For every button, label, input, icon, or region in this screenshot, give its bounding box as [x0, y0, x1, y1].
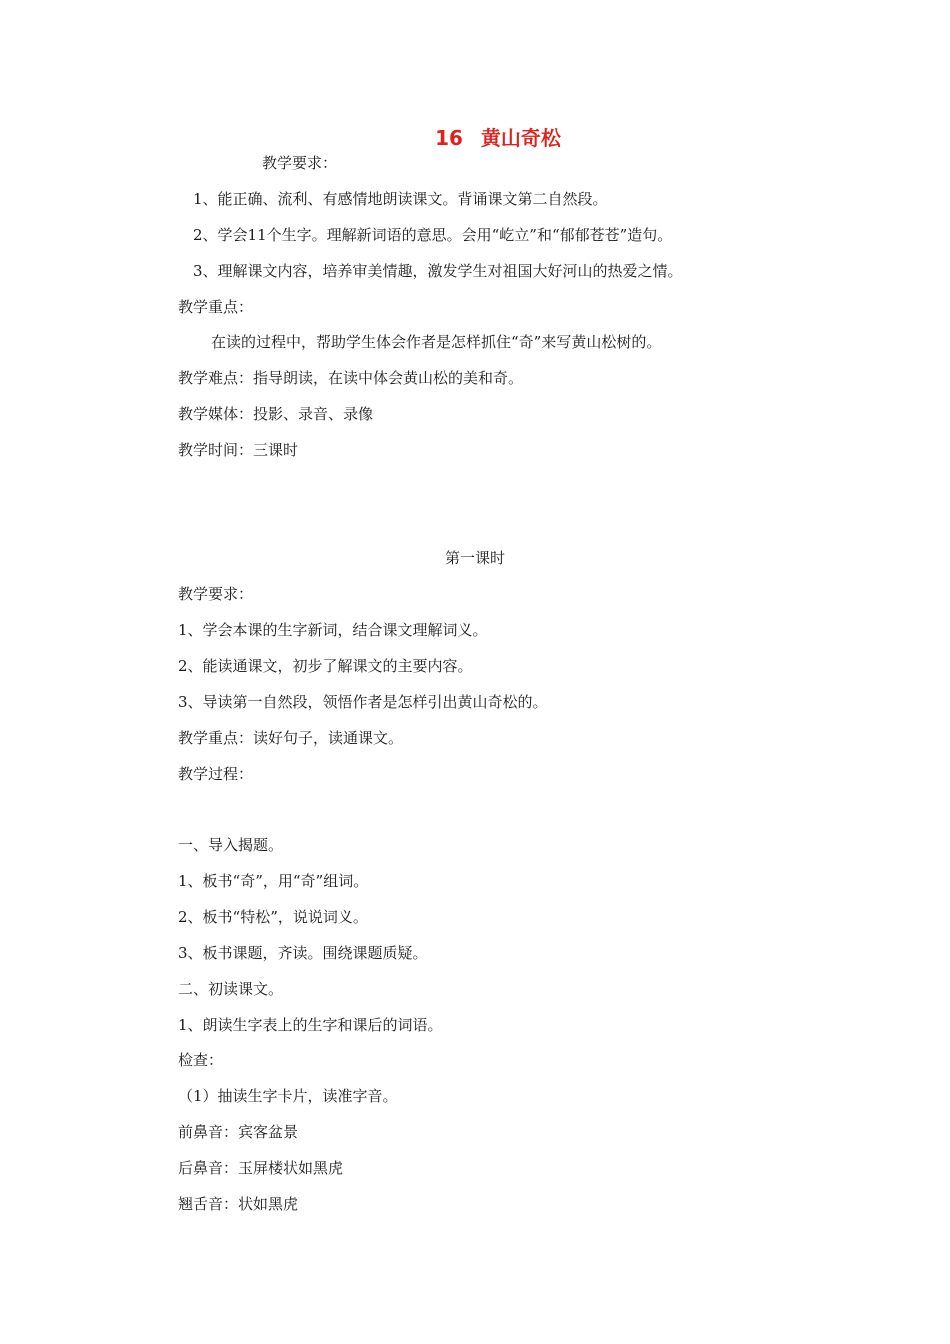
lesson-req-heading: 教学要求： [178, 585, 254, 603]
part1-item-2: 2、板书“特松”，说说词义。 [178, 908, 368, 926]
part1-heading: 一、导入揭题。 [178, 836, 284, 854]
overview-difficulty: 教学难点：指导朗读，在读中体会黄山松的美和奇。 [178, 369, 524, 387]
lesson-req-item-3: 3、导读第一自然段，领悟作者是怎样引出黄山奇松的。 [178, 693, 548, 711]
overview-time: 教学时间：三课时 [178, 441, 299, 459]
title-number: 16 [435, 126, 463, 150]
part2-back-nasal: 后鼻音：玉屏楼状如黑虎 [178, 1159, 344, 1177]
part2-check-item-1: （1）抽读生字卡片，读准字音。 [178, 1087, 398, 1105]
part2-front-nasal: 前鼻音：宾客盆景 [178, 1123, 299, 1141]
part2-heading: 二、初读课文。 [178, 980, 284, 998]
overview-req-item-2: 2、学会11个生字。理解新词语的意思。会用“屹立”和“郁郁苍苍”造句。 [193, 226, 673, 244]
part1-item-3: 3、板书课题，齐读。围绕课题质疑。 [178, 944, 428, 962]
lesson-process-heading: 教学过程： [178, 765, 254, 783]
part2-item-1: 1、朗读生字表上的生字和课后的词语。 [178, 1016, 443, 1034]
lesson-req-item-1: 1、学会本课的生字新词，结合课文理解词义。 [178, 621, 488, 639]
part1-item-1: 1、板书“奇”，用“奇”组词。 [178, 872, 369, 890]
lesson-key: 教学重点：读好句子，读通课文。 [178, 729, 404, 747]
overview-req-item-3: 3、理解课文内容，培养审美情趣，激发学生对祖国大好河山的热爱之情。 [193, 262, 683, 280]
overview-media: 教学媒体：投影、录音、录像 [178, 405, 374, 423]
part2-check-heading: 检查： [178, 1051, 224, 1069]
overview-req-item-1: 1、能正确、流利、有感情地朗读课文。背诵课文第二自然段。 [193, 190, 608, 208]
overview-key-heading: 教学重点： [178, 298, 254, 316]
lesson-req-item-2: 2、能读通课文，初步了解课文的主要内容。 [178, 657, 473, 675]
overview-key-text: 在读的过程中，帮助学生体会作者是怎样抓住“奇”来写黄山松树的。 [211, 333, 662, 351]
lesson-heading: 第一课时 [444, 549, 505, 567]
title-text: 黄山奇松 [480, 126, 561, 150]
page-title [0, 126, 950, 150]
overview-req-heading: 教学要求： [262, 154, 338, 172]
part2-retroflex: 翘舌音：状如黑虎 [178, 1195, 299, 1213]
